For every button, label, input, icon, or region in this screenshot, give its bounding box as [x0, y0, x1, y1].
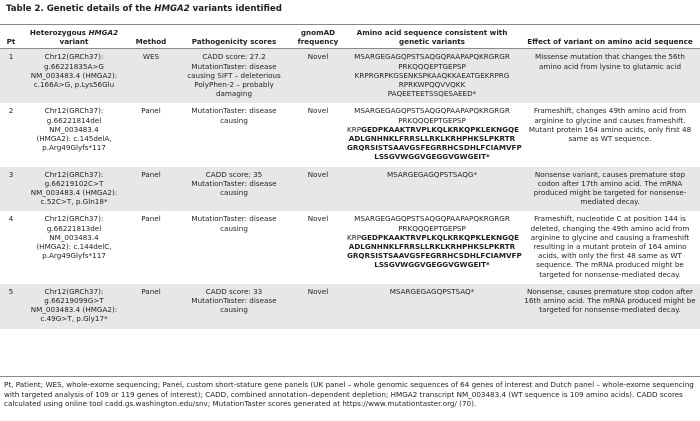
sequence-mutant-line: GRQRSISTSAAVGSFEGRRHCSDHLFCIAMVFP — [347, 143, 522, 153]
sequence-line: MSARGEGAGQPSTSAQGQPAAPAPQKRGRGR — [354, 52, 510, 62]
cell-sequence — [344, 103, 520, 166]
sequence-mutant-line: LSSGVWGGVGEGGVGWGEIT* — [374, 152, 490, 162]
variant-line: Chr12(GRCh37): — [44, 169, 104, 179]
variant-line: NM_003483.4 — [49, 232, 99, 242]
cell-effect — [520, 103, 700, 166]
cell-pt — [0, 211, 22, 283]
cell-effect — [520, 284, 700, 329]
pathogenicity-value: CADD score: 35 MutationTaster: disease causing — [191, 169, 277, 198]
variant-line: (HMGA2): c.144delC, — [36, 242, 112, 252]
cell-gnomad — [292, 49, 344, 104]
sequence-mutant-line: GRQRSISTSAAVGSFEGRRHCSDHLFCIAMVFP — [347, 251, 522, 261]
effect-value: Missense mutation that changes the 56th amino acid from lysine to glutamic acid — [535, 52, 685, 71]
table-top-rule — [0, 24, 700, 25]
method-value: WES — [142, 52, 160, 62]
pathogenicity-value: MutationTaster: disease causing — [191, 214, 277, 233]
variant-line: NM_003483.4 — [49, 124, 99, 134]
method-value: Panel — [141, 286, 161, 296]
col-header-variant-line2: variant — [59, 37, 89, 47]
sequence-line: PAQEETEETSSQESAEED* — [387, 89, 477, 99]
sequence-prefix: KRP — [347, 232, 362, 242]
pt-number: 5 — [8, 286, 14, 296]
effect-value: Frameshift, nucleotide C at position 144 is deleted, changing the 49th amino acid from arginine to glycine and causing a frameshift resulting in a mutant protein of 164 amino acids, with only the first 48 same as WT sequence. The mRNA produced might be targeted for nonsense-mediated decay. — [530, 214, 690, 279]
sequence-prefix: KRP — [347, 124, 362, 134]
variant-line: c.166A>G, p.Lys56Glu — [33, 80, 115, 90]
variant-line: (HMGA2): c.145delA, — [36, 134, 112, 144]
col-header-variant-line1: Heterozygous — [29, 28, 89, 37]
sequence-mutant-line: ADLGNHNKLFRRSLLRKLKRHPHKSLPKRTR — [348, 134, 516, 144]
pt-number: 2 — [8, 106, 14, 116]
table-row — [0, 284, 700, 329]
sequence-line: KRPRGRPKGSENKSPKAAQKKAEATGEKRPRG — [354, 70, 510, 80]
sequence-line: RPRKWPQQVVQKK — [398, 80, 466, 90]
cell-pt — [0, 49, 22, 104]
cell-sequence — [344, 211, 520, 283]
cell-method — [126, 167, 176, 212]
variant-line: Chr12(GRCh37): — [44, 286, 104, 296]
pathogenicity-value: CADD score: 33 MutationTaster: disease causing — [191, 286, 277, 315]
sequence-line: PRKQQQEPTGEPSP — [398, 61, 466, 71]
col-header-gnomad — [292, 26, 344, 49]
sequence-line: MSARGEGAGQPSTSAQGQPAAPAPQKRGRGR — [354, 214, 510, 224]
sequence-mutant-line: GEDPKAAKTRVPLKQLKRKQPKLEKNGQE — [361, 232, 520, 242]
cell-pt — [0, 284, 22, 329]
sequence-line: PRKQQQEPTGEPSP — [398, 115, 466, 125]
sequence-line: MSARGEGAGQPSTSAQG* — [386, 169, 478, 179]
cell-sequence — [344, 284, 520, 329]
sequence-line: MSARGEGAGQPSTSAQ* — [389, 286, 475, 296]
cell-effect — [520, 49, 700, 104]
method-value: Panel — [141, 106, 161, 116]
variant-line: c.52C>T, p.Gln18* — [40, 197, 108, 207]
gnomad-value: Novel — [307, 106, 329, 116]
sequence-mutant-line: GEDPKAAKTRVPLKQLKRKQPKLEKNGQE — [361, 124, 520, 134]
variants-table — [0, 26, 700, 329]
table-title-prefix: Table 2. Genetic details of the — [6, 4, 155, 14]
table-row — [0, 49, 700, 104]
variant-line: g.66219099G>T — [44, 296, 104, 306]
cell-effect — [520, 211, 700, 283]
col-header-gnomad-line1: gnomAD — [300, 28, 336, 37]
col-header-variant-gene: HMGA2 — [88, 28, 119, 37]
table-row — [0, 167, 700, 212]
cell-pt — [0, 103, 22, 166]
cell-effect — [520, 167, 700, 212]
effect-value: Nonsense variant, causes premature stop codon after 17th amino acid. The mRNA produced might be targeted for nonsense-mediated decay. — [533, 169, 687, 207]
pathogenicity-value: CADD score: 27.2 MutationTaster: disease causing SIFT – deleterious PolyPhen-2 – probably damaging — [187, 52, 281, 99]
col-header-pt: Pt — [0, 26, 22, 49]
cell-pt — [0, 167, 22, 212]
cell-variant — [22, 211, 126, 283]
variant-line: c.49G>T, p.Gly17* — [40, 314, 108, 324]
col-header-variant — [22, 26, 126, 49]
gnomad-value: Novel — [307, 169, 329, 179]
col-header-effect: Effect of variant on amino acid sequence — [520, 26, 700, 49]
cell-pathogenicity — [176, 103, 292, 166]
cell-method — [126, 211, 176, 283]
variant-line: Chr12(GRCh37): — [44, 106, 104, 116]
variant-line: p.Arg49Glyfs*117 — [42, 143, 106, 153]
table-row — [0, 211, 700, 283]
cell-variant — [22, 103, 126, 166]
col-header-method: Method — [126, 26, 176, 49]
cell-variant — [22, 167, 126, 212]
variant-line: p.Arg49Glyfs*117 — [42, 251, 106, 261]
col-header-amino-acid: Amino acid sequence consistent with genetic variants — [344, 26, 520, 49]
table-footnote: Pt, Patient; WES, whole-exome sequencing; Panel, custom short-stature gene panels (UK panel – whole genomic sequences of 64 genes of interest and Dutch panel – whole-exome sequencing with targeted analysis of 109 or 119 genes of interest); CADD, combined annotation–dependent depletion; HMGA2 transcript NM_003483.4 (WT sequence is 109 amino acids). CADD scores calculated using online tool cadd.gs.washington.edu/snv; MutationTaster scores generated at https://www.mutationtaster.org/ (70). — [4, 380, 694, 409]
pt-number: 1 — [8, 52, 14, 62]
variant-line: NM_003483.4 (HMGA2): — [30, 188, 118, 198]
table-title-gene: HMGA2 — [154, 4, 190, 14]
effect-value: Nonsense, causes premature stop codon after 16th amino acid. The mRNA produced might be targeted for nonsense-mediated decay. — [524, 286, 696, 315]
variant-line: g.66221835A>G — [44, 61, 104, 71]
variant-line: Chr12(GRCh37): — [44, 214, 104, 224]
sequence-mutant-line: LSSGVWGGVGEGGVGWGEIT* — [374, 260, 490, 270]
cell-sequence — [344, 49, 520, 104]
gnomad-value: Novel — [307, 214, 329, 224]
gnomad-value: Novel — [307, 52, 329, 62]
col-header-gnomad-line2: frequency — [297, 37, 339, 47]
pt-number: 3 — [8, 169, 14, 179]
effect-value: Frameshift, changes 49th amino acid from arginine to glycine and causes frameshift. Mutant protein 164 amino acids, only first 48 same as WT sequence. — [528, 106, 692, 144]
cell-method — [126, 284, 176, 329]
cell-pathogenicity — [176, 49, 292, 104]
variant-line: g.66219102C>T — [44, 178, 104, 188]
variant-line: NM_003483.4 (HMGA2): — [30, 305, 118, 315]
gnomad-value: Novel — [307, 286, 329, 296]
sequence-mutant-line: ADLGNHNKLFRRSLLRKLKRHPHKSLPKRTR — [348, 242, 516, 252]
variant-line: Chr12(GRCh37): — [44, 52, 104, 62]
method-value: Panel — [141, 169, 161, 179]
table-bottom-rule — [0, 376, 700, 377]
sequence-line: MSARGEGAGQPSTSAQGQPAAPAPQKRGRGR — [354, 106, 510, 116]
sequence-line: PRKQQQEPTGEPSP — [398, 223, 466, 233]
variant-line: g.66221814del — [46, 115, 102, 125]
variant-line: g.66221813del — [46, 223, 102, 233]
pt-number: 4 — [8, 214, 14, 224]
method-value: Panel — [141, 214, 161, 224]
header-row — [0, 26, 700, 49]
cell-variant — [22, 49, 126, 104]
cell-sequence — [344, 167, 520, 212]
cell-pathogenicity — [176, 167, 292, 212]
table-row — [0, 103, 700, 166]
col-header-pathogenicity: Pathogenicity scores — [176, 26, 292, 49]
cell-gnomad — [292, 103, 344, 166]
cell-pathogenicity — [176, 211, 292, 283]
cell-gnomad — [292, 167, 344, 212]
cell-gnomad — [292, 284, 344, 329]
cell-method — [126, 49, 176, 104]
pathogenicity-value: MutationTaster: disease causing — [191, 106, 277, 125]
cell-pathogenicity — [176, 284, 292, 329]
table-body — [0, 49, 700, 329]
cell-method — [126, 103, 176, 166]
table-title-suffix: variants identified — [189, 4, 282, 14]
variant-line: NM_003483.4 (HMGA2): — [30, 70, 118, 80]
cell-variant — [22, 284, 126, 329]
cell-gnomad — [292, 211, 344, 283]
table-title — [6, 4, 282, 14]
